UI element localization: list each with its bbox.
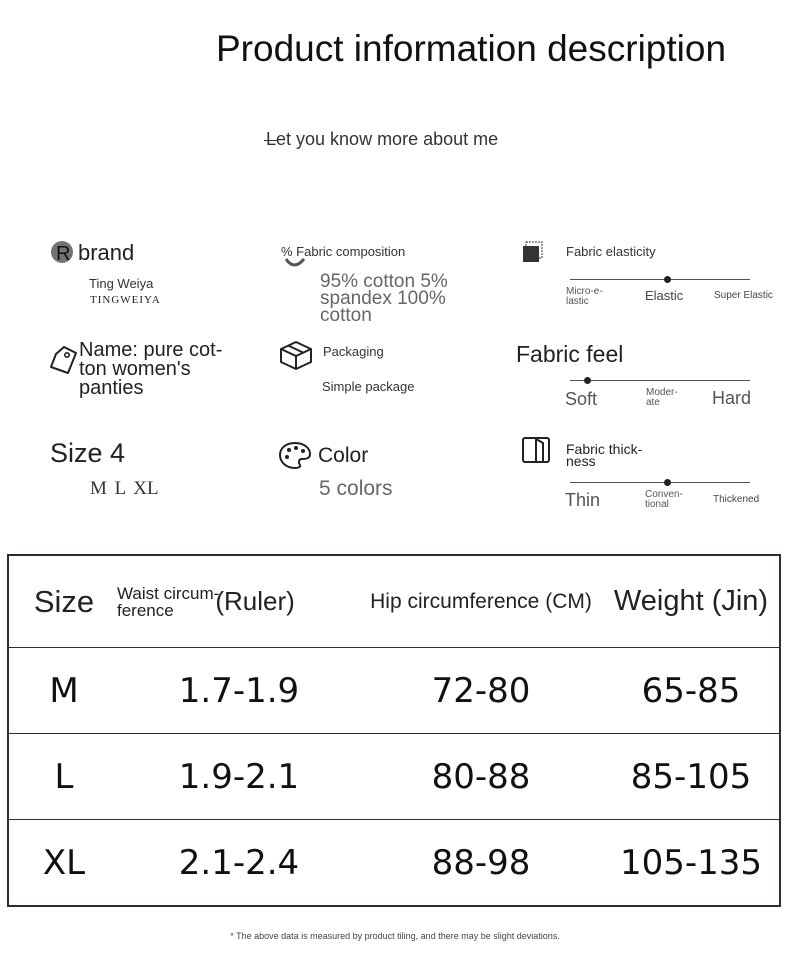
- fabric-line-1: 95% cotton 5%: [320, 271, 448, 292]
- feel-mid-line-2: ate: [646, 397, 660, 408]
- size-label: Size 4: [50, 438, 126, 468]
- header-weight: [603, 555, 780, 648]
- palette-icon: [278, 441, 312, 469]
- product-name-line-2: ton women's: [79, 358, 191, 380]
- thickness-scale-marker: [664, 479, 671, 486]
- header-size: [8, 555, 119, 648]
- cell-size: L: [8, 734, 119, 820]
- fabric-composition-value: [320, 273, 448, 324]
- product-name-line-3: panties: [79, 377, 144, 399]
- table-row: [8, 648, 780, 734]
- fabric-feel-label: Fabric feel: [516, 341, 624, 367]
- cell-size: M: [8, 648, 119, 734]
- cell-hip: 72-80: [359, 648, 603, 734]
- fabric-line-2: spandex 100%: [320, 288, 446, 309]
- svg-text:R: R: [56, 243, 71, 265]
- header-hip-text: Hip circumference (CM): [370, 589, 592, 613]
- brand-r-icon: [50, 239, 76, 265]
- product-name-line-1: Name: pure cot-: [79, 339, 223, 361]
- header-waist-wrap: [119, 585, 359, 619]
- cell-weight: 65-85: [603, 648, 780, 734]
- header-waist: [119, 555, 359, 648]
- cell-size: XL: [42, 842, 86, 883]
- brand-value: Ting Weiya: [89, 276, 154, 291]
- footnote: * The above data is measured by product tiling, and there may be slight deviations.: [230, 931, 560, 941]
- header-ruler-text: (Ruler): [215, 586, 295, 616]
- color-value: 5 colors: [319, 477, 393, 500]
- tag-icon: [48, 345, 78, 377]
- header-hip: [359, 555, 603, 648]
- header-waist-text: [117, 585, 219, 619]
- elasticity-low-line-1: Micro-e-: [566, 286, 603, 297]
- book-icon: [522, 437, 550, 463]
- elasticity-scale-high: Super Elastic: [714, 290, 773, 301]
- thickness-label-line-1: Fabric thick-: [566, 441, 643, 457]
- page-subtitle: Let you know more about me: [266, 129, 499, 149]
- fabric-composition-label: % Fabric composition: [281, 244, 406, 259]
- header-size-text: Size: [33, 583, 95, 619]
- elasticity-low-line-2: lastic: [566, 296, 589, 307]
- thickness-mid-line-1: Conven-: [645, 489, 683, 500]
- size-value: M L XL: [90, 478, 159, 499]
- color-label: Color: [318, 444, 369, 467]
- cell-hip: 80-88: [359, 734, 603, 820]
- cell-waist: 1.9-2.1: [119, 734, 359, 820]
- feel-scale-low: Soft: [565, 389, 598, 409]
- elasticity-scale-low: [566, 287, 603, 307]
- packaging-value: Simple package: [322, 379, 415, 394]
- thickness-scale-mid: [645, 490, 683, 510]
- feel-scale-marker: [584, 377, 591, 384]
- feel-scale-line: [570, 380, 750, 381]
- thickness-scale-line: [570, 482, 750, 483]
- thickness-label-line-2: ness: [566, 453, 596, 469]
- fabric-swatch-icon: [522, 241, 544, 263]
- elasticity-scale-marker: [664, 276, 671, 283]
- box-icon: [279, 340, 313, 370]
- table-header-row: [8, 555, 780, 648]
- packaging-label: Packaging: [323, 344, 384, 359]
- thickness-scale-high: Thickened: [713, 494, 760, 505]
- percent-icon: [284, 255, 306, 269]
- brand-label: brand: [78, 240, 135, 265]
- fabric-thickness-label: [566, 443, 642, 467]
- table-row: [8, 820, 780, 907]
- cell-waist: 1.7-1.9: [119, 648, 359, 734]
- thickness-scale-low: Thin: [565, 490, 601, 510]
- feel-scale-mid: [646, 388, 678, 408]
- product-name: [79, 341, 222, 398]
- elasticity-scale-line: [570, 279, 750, 280]
- header-weight-text: Weight (Jin): [613, 585, 769, 617]
- feel-scale-high: Hard: [712, 388, 752, 408]
- header-waist-line-1: Waist circum-: [117, 583, 220, 603]
- cell-weight: 105-135: [619, 842, 763, 883]
- header-waist-line-2: ference: [117, 600, 174, 620]
- page-title: Product information description: [216, 28, 727, 69]
- brand-value-latin: TINGWEIYA: [90, 294, 161, 306]
- elasticity-scale-mid: Elastic: [645, 288, 684, 303]
- fabric-line-3: cotton: [320, 305, 372, 326]
- table-row: [8, 734, 780, 820]
- size-chart-table: [7, 554, 781, 907]
- feel-mid-line-1: Moder-: [646, 387, 678, 398]
- cell-waist: 2.1-2.4: [178, 842, 300, 883]
- fabric-elasticity-label: Fabric elasticity: [566, 244, 656, 259]
- cell-hip: 88-98: [431, 842, 531, 883]
- thickness-mid-line-2: tional: [645, 499, 669, 510]
- cell-weight: 85-105: [603, 734, 780, 820]
